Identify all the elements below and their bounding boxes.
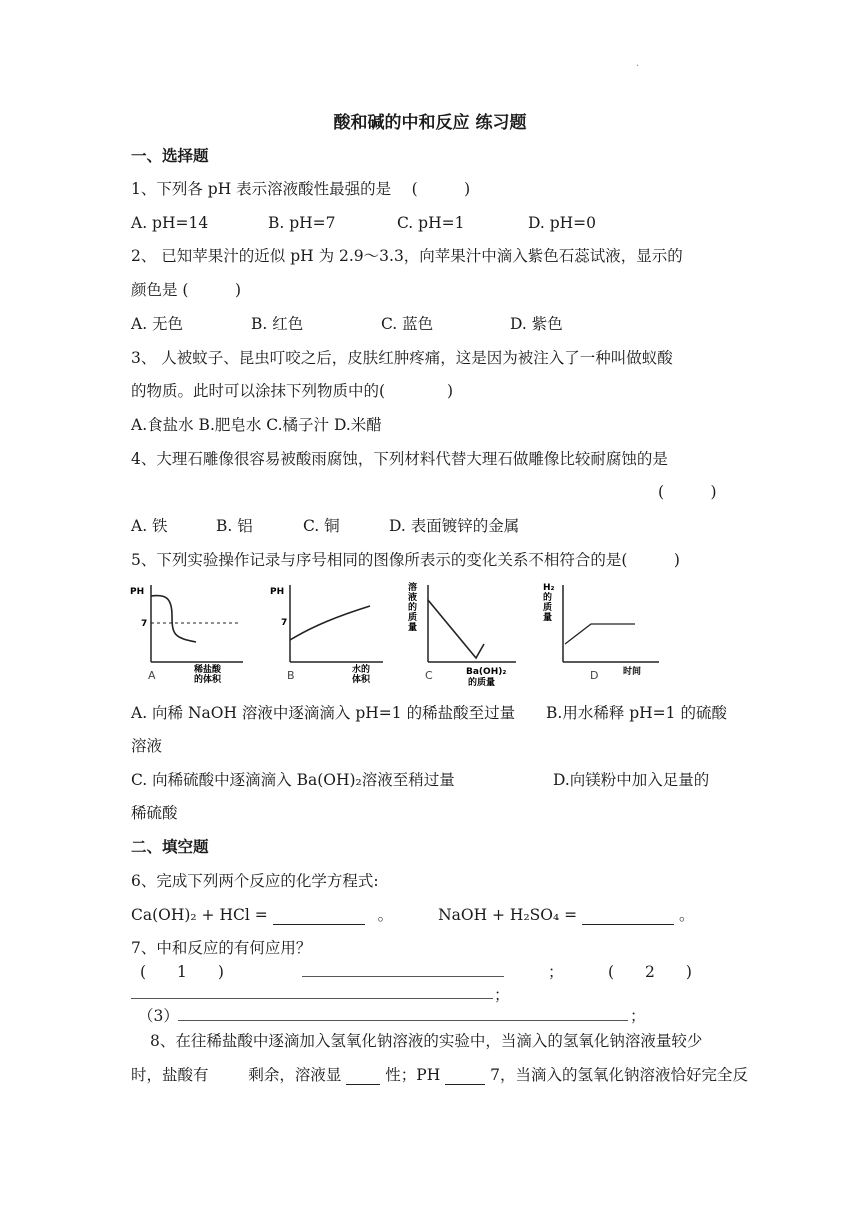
graph-d-y-label-3: 质: [543, 603, 553, 613]
q5-option-b-1: B.用水稀释 pH=1 的硫酸: [546, 704, 727, 722]
graph-b-tick: 7: [281, 618, 288, 628]
q4-paren: ( ): [658, 483, 717, 501]
q6-eq2: NaOH + H₂SO₄ =: [438, 906, 578, 924]
graph-c-y-label-1: 溶: [408, 583, 418, 593]
q6-eq2-end: 。: [679, 906, 695, 924]
graph-b-y-label: PH: [270, 587, 285, 597]
q7-semi-3: ；: [630, 1007, 646, 1025]
section-heading-choice: 一、选择题: [131, 147, 209, 165]
graph-c-x-label-2: 的质量: [468, 678, 496, 688]
graph-d-y-label-4: 量: [543, 613, 553, 623]
q5-option-a: A. 向稀 NaOH 溶液中逐滴滴入 pH=1 的稀盐酸至过量: [131, 704, 516, 722]
q7-p2: ( 2 ): [608, 963, 692, 981]
graph-b-x-label-2: 体积: [352, 675, 371, 685]
graph-b-curve: [290, 606, 370, 640]
graph-c-caption: C: [425, 669, 433, 682]
q2-stem-line2: 颜色是 ( ): [131, 281, 242, 299]
graph-c-y-label-2: 液: [408, 593, 418, 603]
q4-stem-line1: 4、大理石雕像很容易被酸雨腐蚀，下列材料代替大理石做雕像比较耐腐蚀的是: [131, 450, 668, 468]
graph-a-x-label-1: 稀盐酸: [194, 665, 222, 675]
q8-text-d: 7，当滴入的氢氧化钠溶液恰好完全反: [490, 1066, 748, 1084]
q6-eq2-blank[interactable]: [582, 908, 674, 925]
q8-text-b: 剩余，溶液显: [248, 1066, 342, 1084]
graph-d-caption: D: [590, 669, 599, 682]
q3-stem-line1: 3、 人被蚊子、昆虫叮咬之后，皮肤红肿疼痛，这是因为被注入了一种叫做蚁酸: [131, 349, 673, 367]
q5-option-c: C. 向稀硫酸中逐滴滴入 Ba(OH)₂溶液至稍过量: [131, 771, 455, 789]
q1-option-d: D. pH=0: [528, 214, 597, 232]
q5-option-d-2: 稀硫酸: [131, 804, 178, 822]
q8-text-a: 时，盐酸有: [131, 1066, 209, 1084]
q4-option-b: B. 铝: [216, 517, 253, 535]
q7-semi-1: ；: [548, 963, 564, 981]
q6-eq1-blank[interactable]: [273, 908, 365, 925]
q5-stem: 5、下列实验操作记录与序号相同的图像所表示的变化关系不相符合的是( ): [131, 551, 680, 569]
q7-stem: 7、中和反应的有何应用？: [131, 939, 312, 957]
page-title: 酸和碱的中和反应 练习题: [333, 113, 527, 133]
graph-d-curve: [565, 624, 635, 644]
q2-option-a: A. 无色: [131, 315, 184, 333]
section-heading-fill: 二、填空题: [131, 838, 209, 856]
q4-option-c: C. 铜: [303, 517, 340, 535]
graph-d-y-label-1: H₂: [543, 583, 555, 593]
graph-c-y-label-5: 量: [408, 623, 418, 633]
q5-option-b-2: 溶液: [131, 737, 163, 755]
q1-option-a: A. pH=14: [131, 214, 209, 232]
q1-stem: 1、下列各 pH 表示溶液酸性最强的是 ( ): [131, 180, 471, 198]
q8-blank-2[interactable]: [445, 1068, 485, 1085]
q3-options: A.食盐水 B.肥皂水 C.橘子汁 D.米醋: [131, 416, 382, 434]
graph-c-curve: [428, 600, 484, 658]
graph-a-curve: [151, 596, 196, 642]
q8-line1: 8、在往稀盐酸中逐滴加入氢氧化钠溶液的实验中，当滴入的氢氧化钠溶液量较少: [150, 1032, 703, 1050]
graph-a-y-label: PH: [130, 587, 145, 597]
graph-c-x-label-1: Ba(OH)₂: [466, 667, 507, 677]
q4-option-d: D. 表面镀锌的金属: [389, 517, 520, 535]
q8-text-c: 性；PH: [385, 1066, 441, 1084]
q2-option-b: B. 红色: [251, 315, 304, 333]
q7-blank-3[interactable]: [178, 1020, 628, 1021]
graph-a-tick: 7: [141, 619, 148, 629]
q7-blank-1[interactable]: [302, 976, 504, 977]
graph-d-x-label: 时间: [623, 667, 642, 677]
q2-option-c: C. 蓝色: [381, 315, 434, 333]
q8-line2: [131, 1065, 748, 1085]
q3-stem-line2: 的物质。此时可以涂抹下列物质中的( ): [131, 382, 454, 400]
graph-b-caption: B: [287, 669, 295, 682]
q4-option-a: A. 铁: [131, 517, 168, 535]
q5-option-d-1: D.向镁粉中加入足量的: [553, 771, 710, 789]
q7-p1: ( 1 ): [140, 963, 224, 981]
graph-c-y-label-3: 的: [408, 603, 418, 613]
q2-stem-line1: 2、 已知苹果汁的近似 pH 为 2.9～3.3，向苹果汁中滴入紫色石蕊试液，显示的: [131, 247, 683, 265]
q8-blank-1[interactable]: [346, 1068, 380, 1085]
q7-blank-2[interactable]: [131, 998, 493, 999]
q6-eq1: Ca(OH)₂ + HCl =: [131, 906, 268, 924]
q2-option-d: D. 紫色: [510, 315, 563, 333]
graph-d: [541, 580, 671, 685]
graph-a-caption: A: [148, 669, 156, 682]
graph-d-y-label-2: 的: [543, 593, 553, 603]
q6-stem: 6、完成下列两个反应的化学方程式:: [131, 872, 379, 890]
q7-p3: （3）: [138, 1007, 179, 1025]
graph-a-x-label-2: 的体积: [194, 675, 222, 685]
q1-option-b: B. pH=7: [268, 214, 336, 232]
q1-option-c: C. pH=1: [397, 214, 465, 232]
q6-eq1-end: 。: [377, 906, 394, 924]
graph-b-x-label-1: 水的: [352, 665, 371, 675]
page-dot: .: [636, 58, 640, 69]
q6-equations: [131, 905, 695, 925]
q7-semi-2: ；: [494, 986, 510, 1004]
graph-c-y-label-4: 质: [408, 613, 418, 623]
